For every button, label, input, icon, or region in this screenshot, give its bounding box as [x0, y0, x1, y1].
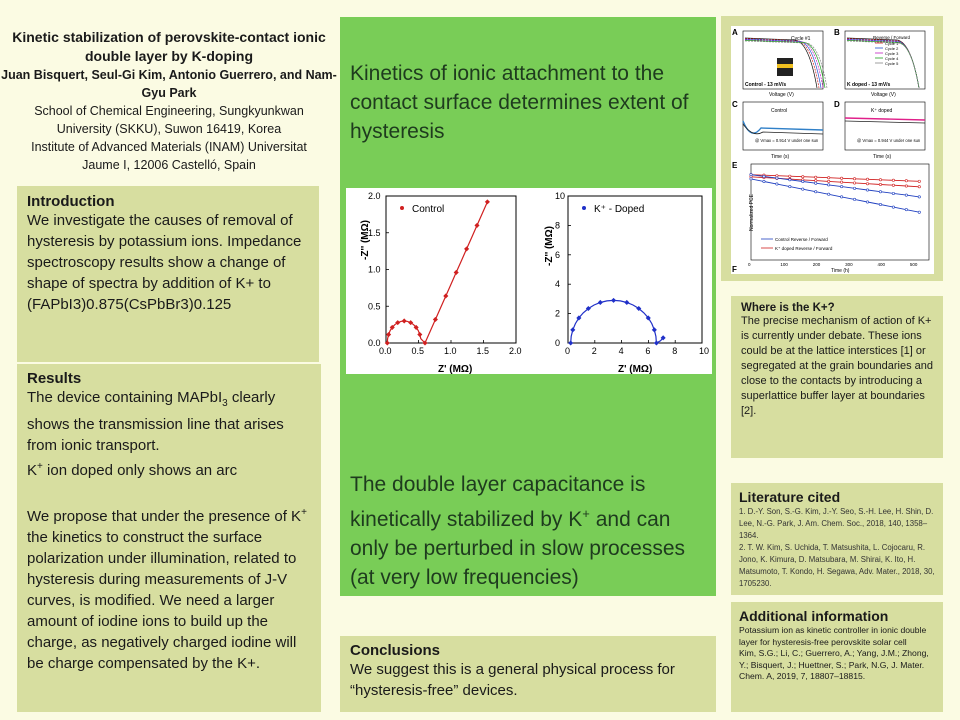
results-paragraph-1: The device containing MAPbI$_3$ clearly shows the transmission line that arises from ionic transport.	[27, 389, 284, 454]
stability-point	[853, 198, 855, 200]
impedance-figure	[346, 188, 712, 374]
stability-point	[918, 211, 920, 213]
control-y-tick-label: 1.0	[368, 264, 381, 275]
doped-x-label: Z' (MΩ)	[618, 364, 653, 374]
affiliation-2: Institute of Advanced Materials (INAM) Universitat Jaume I, 12006 Castelló, Spain	[31, 140, 307, 172]
where-panel	[731, 296, 943, 458]
figure-panel	[721, 16, 943, 281]
panel-e-x-ticks	[748, 262, 918, 267]
control-y-tick-label: 0.5	[368, 301, 381, 312]
stability-point	[776, 174, 778, 176]
stability-point	[827, 180, 829, 182]
title-block	[0, 28, 338, 174]
doped-x-tick-label: 4	[618, 346, 624, 356]
results-paragraph-2: K+ ion doped only shows an arc	[27, 461, 238, 479]
panel-b-legend-entry: Cycle 2	[885, 46, 899, 51]
panel-f-letter: F	[732, 265, 737, 274]
doped-point	[568, 340, 573, 345]
where-heading: Where is the K+?	[741, 302, 835, 314]
doped-point	[598, 300, 603, 305]
doped-y-tick-label: 6	[555, 249, 561, 260]
control-fit-line	[387, 202, 487, 343]
panel-e-ylabel: Normalized PCE	[749, 194, 755, 231]
panel-d-label: K⁺ doped	[871, 108, 893, 114]
center-body: The double layer capacitance is kinetically stabilized by K+ and can only be perturbed in slow processes (at very low frequencies)	[350, 473, 686, 589]
jv-curve	[847, 40, 919, 88]
stability-point	[802, 188, 804, 190]
stability-point	[840, 177, 842, 179]
doped-y-label: -Z'' (MΩ)	[544, 226, 555, 266]
stability-point	[776, 177, 778, 179]
stability-point	[866, 201, 868, 203]
control-point	[402, 318, 407, 323]
panel-a-caption: Control - 13 mV/s	[745, 82, 787, 88]
doped-point	[652, 327, 657, 332]
doped-x-tick-label: 8	[672, 346, 678, 356]
panel-b-legend-entry: Cycle 4	[885, 56, 899, 61]
panel-d-letter: D	[834, 100, 840, 109]
panel-e-x-tick: 500	[909, 262, 918, 267]
control-point	[474, 223, 479, 228]
stability-point	[827, 177, 829, 179]
stability-point	[879, 191, 881, 193]
stability-point	[763, 175, 765, 177]
stability-point	[918, 186, 920, 188]
doped-x-ticks	[565, 340, 709, 356]
stability-point	[750, 173, 752, 175]
stability-point	[815, 191, 817, 193]
stability-point	[918, 196, 920, 198]
doped-y-tick-label: 8	[555, 220, 561, 231]
doped-legend: K⁺ - Doped	[594, 204, 645, 215]
control-point	[386, 332, 391, 337]
doped-legend-marker	[582, 206, 586, 210]
panel-c-caption: @ Vmax = 0.914 V under one sun	[755, 138, 819, 143]
stability-point	[815, 182, 817, 184]
panel-b-legend-entry: Cycle 3	[885, 51, 899, 56]
panel-a-xlabel: Voltage (V)	[769, 92, 794, 98]
panel-b-legend	[875, 41, 899, 66]
panel-b-caption: K doped - 13 mV/s	[847, 82, 891, 88]
control-x-tick-label: 0.5	[411, 346, 425, 356]
stability-point	[763, 180, 765, 182]
stability-point	[866, 189, 868, 191]
stability-point	[776, 183, 778, 185]
panel-e-series	[750, 173, 921, 213]
panel-b-legend-entry: Cycle 1	[885, 41, 899, 46]
control-point	[433, 317, 438, 322]
control-x-tick-label: 1.0	[444, 346, 457, 356]
stability-point	[789, 175, 791, 177]
control-point	[464, 246, 469, 251]
panel-c-label: Control	[771, 108, 788, 114]
stability-point	[840, 185, 842, 187]
affiliation-1: School of Chemical Engineering, Sungkyunkwan University (SKKU), Suwon 16419, Korea	[34, 104, 304, 136]
doped-x-tick-label: 0	[565, 346, 571, 356]
stability-point	[866, 183, 868, 185]
doped-y-tick-label: 2	[555, 308, 561, 319]
stability-point	[918, 180, 920, 182]
stability-point	[802, 180, 804, 182]
panel-e-legend-control: Control Reverse / Forward	[775, 237, 828, 242]
control-y-tick-label: 2.0	[368, 191, 381, 201]
literature-panel	[731, 483, 943, 595]
author-bold: Juan Bisquert	[1, 68, 85, 82]
stability-point	[789, 179, 791, 181]
control-x-tick-label: 1.5	[476, 346, 490, 356]
panel-c-letter: C	[732, 100, 738, 109]
doped-y-ticks	[555, 191, 571, 348]
panel-c-xlabel: Time (s)	[771, 154, 790, 160]
stability-point	[789, 185, 791, 187]
panel-e-x-tick: 100	[780, 262, 788, 267]
control-data-points	[385, 199, 490, 345]
doped-plot-frame	[568, 196, 702, 343]
author-rest: , Seul-Gi Kim, Antonio Guerrero, and Nam-Gyu Park	[84, 68, 337, 100]
stability-point	[750, 178, 752, 180]
stability-point	[892, 184, 894, 186]
control-legend: Control	[412, 204, 445, 215]
introduction-text: We investigate the causes of removal of hysteresis by potassium ions. Impedance spectroscopy results show a change of shape of spectra by addition of K+ to (FAPbI3)0.875(CsPbBr3)0.125	[27, 212, 302, 313]
stability-point	[879, 179, 881, 181]
performance-plots	[731, 26, 934, 274]
stability-point	[879, 183, 881, 185]
control-point	[417, 332, 422, 337]
panel-c-current	[743, 121, 823, 133]
panel-d-xlabel: Time (s)	[873, 154, 892, 160]
literature-ref-2: 2. T. W. Kim, S. Uchida, T. Matsushita, L. Cojocaru, R. Jono, K. Kimura, D. Matsubara, M. Shirai, K. Ito, H. Matsumoto, T. Kondo, H. Segawa, Adv. Mater., 2018, 30, 1705230.	[739, 543, 935, 588]
panel-e-x-tick: 400	[877, 262, 885, 267]
stability-point	[840, 181, 842, 183]
stability-point	[905, 185, 907, 187]
panel-e-x-tick: 0	[748, 262, 751, 267]
panel-d-caption: @ Vmax = 0.944 V under one sun	[857, 138, 921, 143]
panel-b-letter: B	[834, 28, 840, 37]
control-y-label: -Z'' (MΩ)	[360, 220, 371, 260]
stability-point	[892, 192, 894, 194]
stability-point	[853, 178, 855, 180]
conclusions-panel	[340, 636, 716, 712]
stability-point	[879, 203, 881, 205]
doped-x-tick-label: 10	[699, 346, 710, 356]
stability-point	[840, 196, 842, 198]
poster-title: Kinetic stabilization of perovskite-contact ionic double layer by K-doping	[12, 29, 326, 64]
stability-point	[802, 176, 804, 178]
stability-point	[853, 182, 855, 184]
additional-text: Potassium ion as kinetic controller in ionic double layer for hysteresis-free perovskite solar cell	[739, 625, 927, 647]
literature-ref-1: 1. D.-Y. Son, S.-G. Kim, J.-Y. Seo, S.-H. Lee, H. Shin, D. Lee, N.-G. Park, J. Am. Chem. Soc., 2018, 140, 1358–1364.	[739, 507, 934, 540]
results-paragraph-3: We propose that under the presence of K+ the kinetics to construct the surface polarization under illumination, related to hysteresis during measurements of J-V curves, is modified. We need a larger amount of iodine ions to build up the charge, as negatively charged iodine will be charge compensated by the K+.	[27, 507, 307, 672]
doped-point	[654, 340, 659, 345]
panel-d-current	[845, 118, 925, 120]
control-y-tick-label: 1.5	[368, 227, 381, 238]
control-y-tick-label: 0.0	[368, 338, 381, 348]
panel-e-legend-doped: K⁺ doped Reverse / Forward	[775, 246, 833, 251]
panel-b-legend-entry: Cycle 5	[885, 61, 899, 66]
conclusions-text: We suggest this is a general physical process for “hysteresis-free” devices.	[350, 661, 675, 699]
control-x-tick-label: 2.0	[509, 346, 522, 356]
stability-point	[815, 176, 817, 178]
performance-figure	[731, 26, 934, 274]
stability-point	[866, 178, 868, 180]
jv-curve	[847, 40, 919, 88]
panel-e-letter: E	[732, 161, 738, 170]
center-panel	[340, 17, 716, 596]
introduction-panel	[17, 186, 319, 362]
control-legend-marker	[400, 206, 404, 210]
doped-x-tick-label: 2	[591, 346, 597, 356]
doped-point	[611, 298, 616, 303]
control-point	[485, 199, 490, 204]
panel-b-legend-title: Reverse / Forward	[873, 35, 911, 40]
nyquist-plots	[346, 188, 712, 374]
control-point	[454, 270, 459, 275]
cycle-label: Cycle #1	[791, 36, 811, 42]
results-heading: Results	[27, 370, 82, 387]
doped-x-tick-label: 6	[645, 346, 651, 356]
panel-d-pce	[845, 121, 925, 123]
doped-point	[570, 327, 575, 332]
stability-point	[892, 179, 894, 181]
conclusions-heading: Conclusions	[350, 642, 441, 659]
control-point	[443, 293, 448, 298]
additional-heading: Additional information	[739, 608, 889, 624]
control-x-ticks	[379, 340, 522, 356]
additional-citation: Kim, S.G.; Li, C.; Guerrero, A.; Yang, J.M.; Zhong, Y.; Bisquert, J.; Huettner, S.; Park, N.G, J. Mater. Chem. A, 2019, 7, 18807–18815.	[739, 648, 929, 681]
doped-y-tick-label: 4	[555, 279, 561, 290]
panel-a-letter: A	[732, 28, 738, 37]
literature-heading: Literature cited	[739, 489, 841, 505]
authors	[0, 66, 338, 102]
stability-point	[827, 184, 829, 186]
stability-point	[905, 208, 907, 210]
stability-point	[905, 180, 907, 182]
stability-point	[905, 194, 907, 196]
doped-y-tick-label: 0	[555, 338, 561, 348]
control-x-tick-label: 0.0	[379, 346, 392, 356]
where-text: The precise mechanism of action of K+ is currently under debate. These ions could be at the lattice interstices [1] or segregated at the grain boundaries and close to the contacts by introducing a superlattice buffer layer at boundaries [2].	[741, 315, 934, 417]
control-x-label: Z' (MΩ)	[438, 364, 473, 374]
doped-fit-line	[571, 300, 663, 343]
stability-point	[853, 187, 855, 189]
results-panel	[17, 364, 321, 712]
panel-e-x-tick: 200	[812, 262, 821, 267]
panel-e-x-tick: 300	[845, 262, 853, 267]
jv-curve	[847, 39, 919, 88]
additional-panel	[731, 602, 943, 712]
panel-b-xlabel: Voltage (V)	[871, 92, 896, 98]
stability-point	[815, 179, 817, 181]
doped-y-tick-label: 10	[555, 191, 566, 201]
center-headline: Kinetics of ionic attachment to the contact surface determines extent of hysteresis	[350, 62, 689, 143]
stability-point	[892, 206, 894, 208]
introduction-heading: Introduction	[27, 193, 115, 210]
stability-point	[827, 193, 829, 195]
doped-point	[624, 300, 629, 305]
panel-e-xlabel: Time (h)	[831, 268, 850, 274]
